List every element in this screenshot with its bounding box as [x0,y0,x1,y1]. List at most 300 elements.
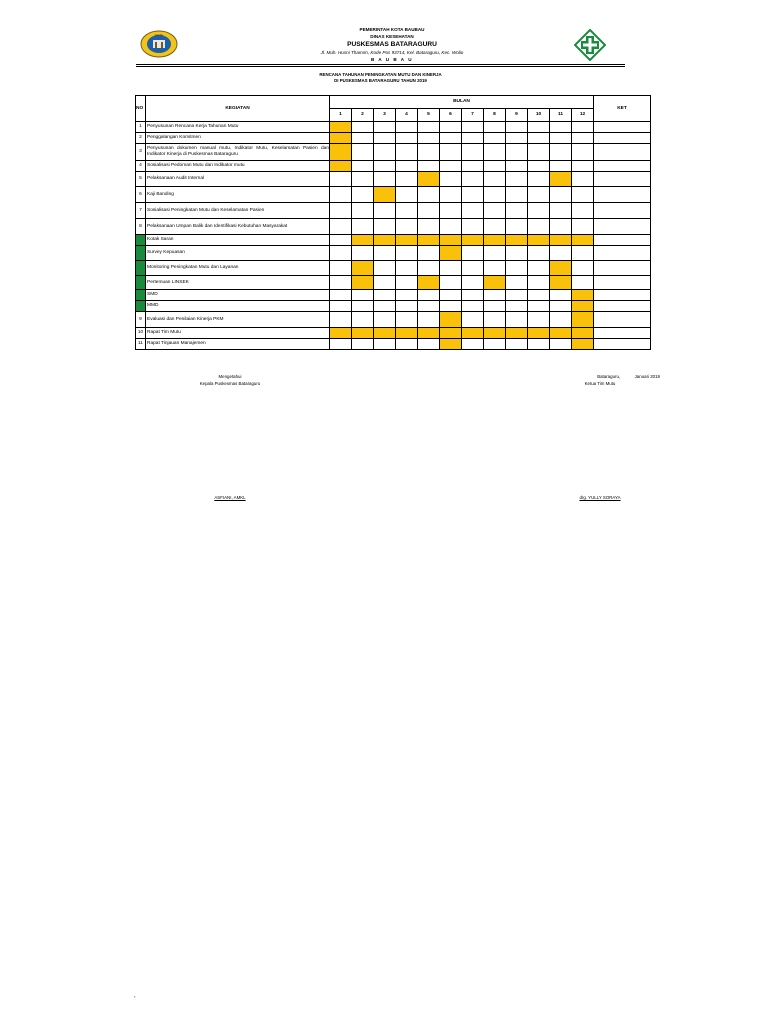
month-cell-2 [352,261,374,276]
month-cell-4 [396,172,418,187]
month-cell-2 [352,203,374,219]
month-cell-6 [440,339,462,350]
header-divider [136,64,625,65]
row-no: 4 [136,161,146,172]
month-cell-10 [528,144,550,161]
month-cell-10 [528,219,550,235]
row-ket [594,219,651,235]
month-cell-8 [484,312,506,328]
month-cell-2 [352,122,374,133]
month-header-11: 11 [550,109,572,122]
month-cell-1 [330,144,352,161]
row-no [136,235,146,246]
month-cell-6 [440,172,462,187]
table-row [136,187,651,203]
month-cell-12 [572,203,594,219]
month-cell-12 [572,328,594,339]
month-cell-11 [550,339,572,350]
header-kegiatan: KEGIATAN [146,96,330,122]
month-cell-3 [374,276,396,290]
header-city: B A U B A U [370,57,414,62]
month-cell-11 [550,290,572,301]
month-cell-10 [528,339,550,350]
month-cell-11 [550,312,572,328]
month-header-2: 2 [352,109,374,122]
month-cell-5 [418,187,440,203]
month-cell-9 [506,122,528,133]
row-kegiatan: Kaji Banding [146,187,330,203]
month-cell-4 [396,328,418,339]
month-cell-2 [352,235,374,246]
row-ket [594,328,651,339]
month-cell-9 [506,246,528,261]
month-cell-5 [418,276,440,290]
month-header-7: 7 [462,109,484,122]
header-line2: DINAS KESEHATAN [370,34,414,39]
month-cell-3 [374,312,396,328]
month-cell-11 [550,235,572,246]
month-cell-3 [374,261,396,276]
month-cell-5 [418,312,440,328]
month-cell-9 [506,203,528,219]
row-kegiatan: Pertemuan LINSEK [146,276,330,290]
row-kegiatan: Survey Kepuasan [146,246,330,261]
month-cell-5 [418,122,440,133]
month-header-10: 10 [528,109,550,122]
row-kegiatan: Sosialisasi Pedoman Mutu dan Indikator mutu [146,161,330,172]
row-no: 11 [136,339,146,350]
signature-right-title [565,380,635,387]
month-cell-1 [330,122,352,133]
month-cell-8 [484,301,506,312]
month-cell-6 [440,235,462,246]
month-cell-11 [550,219,572,235]
row-ket [594,203,651,219]
row-no [136,276,146,290]
month-cell-12 [572,261,594,276]
month-cell-2 [352,172,374,187]
month-cell-4 [396,187,418,203]
month-cell-1 [330,312,352,328]
title-line1: RENCANA TAHUNAN PENINGKATAN MUTU DAN KINERJA [319,72,442,77]
row-kegiatan: Evaluasi dan Penilaian Kinerja PKM [146,312,330,328]
header-line1: PEMERINTAH KOTA BAUBAU [359,27,425,32]
right-line2: Ketua Tim Mutu [584,381,616,386]
month-cell-10 [528,276,550,290]
month-cell-2 [352,246,374,261]
month-cell-1 [330,276,352,290]
month-cell-2 [352,133,374,144]
month-cell-5 [418,328,440,339]
row-ket [594,161,651,172]
month-cell-8 [484,328,506,339]
month-cell-7 [462,187,484,203]
row-no: 8 [136,219,146,235]
month-cell-2 [352,301,374,312]
month-cell-6 [440,328,462,339]
row-kegiatan: Penyusunan Rencana Kerja Tahunan Mutu [146,122,330,133]
month-cell-12 [572,161,594,172]
month-cell-8 [484,172,506,187]
month-cell-1 [330,133,352,144]
month-cell-10 [528,246,550,261]
month-cell-6 [440,161,462,172]
month-cell-10 [528,301,550,312]
left-line1: Mengetahui [218,374,242,379]
puskesmas-cross-icon [574,29,606,61]
month-cell-7 [462,219,484,235]
month-cell-8 [484,246,506,261]
signature-right [540,373,660,380]
month-cell-11 [550,246,572,261]
signature-left-name-block [190,494,270,501]
row-no: 3 [136,144,146,161]
month-cell-3 [374,187,396,203]
month-cell-1 [330,235,352,246]
table-row [136,339,651,350]
month-cell-12 [572,312,594,328]
month-cell-12 [572,276,594,290]
month-cell-11 [550,328,572,339]
month-cell-1 [330,219,352,235]
month-cell-9 [506,161,528,172]
row-no: 9 [136,312,146,328]
row-no: 2 [136,133,146,144]
table-row [136,290,651,301]
header-ket: KET [594,96,651,122]
header-divider-thin [136,66,625,67]
month-cell-8 [484,235,506,246]
month-cell-1 [330,203,352,219]
month-cell-8 [484,339,506,350]
month-cell-7 [462,328,484,339]
month-cell-8 [484,133,506,144]
table-row [136,161,651,172]
month-cell-7 [462,133,484,144]
row-kegiatan: Monitoring Peningkatan Mutu dan Layanan [146,261,330,276]
month-cell-4 [396,301,418,312]
document-title [136,72,625,84]
month-cell-6 [440,133,462,144]
month-cell-9 [506,312,528,328]
table-row [136,246,651,261]
month-cell-5 [418,235,440,246]
month-cell-5 [418,133,440,144]
month-cell-12 [572,144,594,161]
month-cell-3 [374,301,396,312]
month-cell-12 [572,122,594,133]
month-cell-6 [440,187,462,203]
month-cell-3 [374,339,396,350]
month-cell-3 [374,328,396,339]
month-cell-2 [352,276,374,290]
month-cell-3 [374,144,396,161]
month-cell-10 [528,133,550,144]
month-cell-4 [396,122,418,133]
row-no: 5 [136,172,146,187]
month-cell-6 [440,312,462,328]
month-cell-2 [352,161,374,172]
month-cell-7 [462,203,484,219]
month-cell-7 [462,246,484,261]
month-cell-10 [528,122,550,133]
month-header-8: 8 [484,109,506,122]
month-cell-7 [462,301,484,312]
month-cell-4 [396,339,418,350]
row-ket [594,301,651,312]
logo-left-text: KOTA [155,33,163,37]
month-cell-7 [462,172,484,187]
row-kegiatan: Penyusunan dokumen manual mutu, Indikator Mutu, Keselamatan Pasien dan Indikator Kinerja di Puskesmas Bataraguru [146,144,330,161]
month-cell-4 [396,261,418,276]
month-cell-7 [462,144,484,161]
month-cell-6 [440,276,462,290]
month-cell-7 [462,276,484,290]
month-header-5: 5 [418,109,440,122]
row-ket [594,312,651,328]
month-cell-7 [462,312,484,328]
month-cell-9 [506,328,528,339]
month-cell-11 [550,172,572,187]
month-cell-8 [484,161,506,172]
month-cell-8 [484,187,506,203]
month-cell-2 [352,339,374,350]
left-line2: Kepala Puskesmas Bataraguru [199,381,261,386]
table-row [136,235,651,246]
row-kegiatan: SMD [146,290,330,301]
row-kegiatan: Pelaksanaan Audit Internal [146,172,330,187]
table-row [136,133,651,144]
month-cell-11 [550,122,572,133]
month-cell-9 [506,172,528,187]
month-cell-5 [418,261,440,276]
month-cell-3 [374,219,396,235]
month-cell-4 [396,276,418,290]
month-cell-11 [550,261,572,276]
month-cell-2 [352,328,374,339]
table-row [136,312,651,328]
month-cell-8 [484,219,506,235]
table-row [136,172,651,187]
month-cell-12 [572,187,594,203]
right-place-date [540,373,660,380]
row-kegiatan: Pelaksanaan Umpan Balik dan Identifikasi Kebutuhan Masyarakat [146,219,330,235]
month-cell-4 [396,246,418,261]
month-cell-9 [506,235,528,246]
month-cell-10 [528,161,550,172]
month-cell-10 [528,328,550,339]
month-cell-11 [550,276,572,290]
month-cell-4 [396,235,418,246]
month-cell-10 [528,312,550,328]
month-cell-12 [572,172,594,187]
signature-left [180,373,280,387]
row-ket [594,246,651,261]
month-cell-6 [440,203,462,219]
table-row [136,261,651,276]
row-no [136,246,146,261]
left-signatory-name: ASFIANI, AMKL [214,495,246,500]
month-header-4: 4 [396,109,418,122]
month-cell-4 [396,161,418,172]
table-row [136,203,651,219]
month-cell-10 [528,235,550,246]
month-cell-3 [374,122,396,133]
month-cell-1 [330,187,352,203]
month-cell-8 [484,276,506,290]
month-cell-5 [418,219,440,235]
month-cell-9 [506,301,528,312]
month-cell-3 [374,235,396,246]
title-line2: DI PUSKESMAS BATARAGURU TAHUN 2019 [334,78,427,83]
table-row [136,219,651,235]
month-cell-3 [374,133,396,144]
month-cell-11 [550,203,572,219]
month-cell-1 [330,328,352,339]
month-cell-11 [550,133,572,144]
month-cell-9 [506,290,528,301]
month-cell-10 [528,203,550,219]
month-cell-4 [396,144,418,161]
row-ket [594,235,651,246]
month-cell-7 [462,290,484,301]
month-cell-11 [550,187,572,203]
month-cell-3 [374,203,396,219]
month-cell-6 [440,301,462,312]
signature-right-name-block [565,494,635,501]
row-ket [594,122,651,133]
month-cell-10 [528,187,550,203]
month-cell-5 [418,301,440,312]
month-cell-9 [506,219,528,235]
month-cell-6 [440,122,462,133]
month-cell-6 [440,261,462,276]
month-cell-1 [330,290,352,301]
month-cell-3 [374,246,396,261]
footer-mark: , [134,993,136,999]
table-row [136,276,651,290]
month-cell-7 [462,339,484,350]
month-cell-3 [374,290,396,301]
month-cell-12 [572,301,594,312]
month-cell-9 [506,276,528,290]
month-cell-7 [462,235,484,246]
month-cell-12 [572,219,594,235]
row-kegiatan: Rapat Tim Mutu [146,328,330,339]
month-cell-3 [374,161,396,172]
row-kegiatan: Penggalangan Komitmen [146,133,330,144]
month-cell-4 [396,203,418,219]
row-no: 10 [136,328,146,339]
month-cell-7 [462,261,484,276]
row-kegiatan: Kotak Saran [146,235,330,246]
row-ket [594,133,651,144]
month-cell-11 [550,301,572,312]
month-cell-6 [440,246,462,261]
month-cell-2 [352,312,374,328]
row-ket [594,261,651,276]
month-cell-2 [352,187,374,203]
month-cell-12 [572,235,594,246]
month-cell-4 [396,312,418,328]
month-cell-5 [418,339,440,350]
month-cell-10 [528,172,550,187]
month-header-3: 3 [374,109,396,122]
row-ket [594,290,651,301]
month-cell-1 [330,301,352,312]
month-cell-9 [506,261,528,276]
row-no [136,301,146,312]
table-row [136,301,651,312]
month-cell-12 [572,290,594,301]
row-no: 7 [136,203,146,219]
month-cell-6 [440,290,462,301]
plan-table [135,95,651,350]
month-cell-8 [484,203,506,219]
header-line3: PUSKESMAS BATARAGURU [347,41,437,48]
month-cell-7 [462,122,484,133]
table-row [136,144,651,161]
row-no: 1 [136,122,146,133]
month-cell-1 [330,172,352,187]
month-cell-8 [484,144,506,161]
month-cell-6 [440,144,462,161]
right-place: Bataraguru, [597,374,621,379]
row-kegiatan: MMD [146,301,330,312]
month-cell-10 [528,290,550,301]
table-row [136,328,651,339]
month-cell-1 [330,339,352,350]
month-cell-2 [352,290,374,301]
month-cell-11 [550,161,572,172]
row-ket [594,339,651,350]
row-ket [594,276,651,290]
row-kegiatan: Sosialisasi Peningkatan Mutu dan Keselamatan Pasien [146,203,330,219]
month-cell-9 [506,133,528,144]
month-cell-12 [572,133,594,144]
row-no [136,261,146,276]
month-cell-5 [418,161,440,172]
month-cell-12 [572,246,594,261]
table-row [136,122,651,133]
month-cell-4 [396,290,418,301]
month-cell-2 [352,144,374,161]
month-cell-5 [418,290,440,301]
row-ket [594,172,651,187]
month-cell-5 [418,144,440,161]
row-ket [594,144,651,161]
month-cell-9 [506,339,528,350]
month-cell-5 [418,172,440,187]
month-header-1: 1 [330,109,352,122]
right-signatory-name: drg. YULLY SORAYA [579,495,621,500]
month-cell-12 [572,339,594,350]
month-cell-8 [484,261,506,276]
month-cell-11 [550,144,572,161]
row-kegiatan: Rapat Tinjauan Manajemen [146,339,330,350]
month-cell-5 [418,203,440,219]
month-cell-10 [528,261,550,276]
month-cell-2 [352,219,374,235]
header-address: Jl. Muh. Husni Thamrin, Kode Pos 93714, Kel. Bataraguru, Kec. Wolio [320,50,464,55]
right-date: Januari 2019 [634,374,660,379]
month-cell-9 [506,144,528,161]
month-cell-1 [330,161,352,172]
header-no: NO [136,96,146,122]
month-header-12: 12 [572,109,594,122]
month-header-6: 6 [440,109,462,122]
month-cell-4 [396,219,418,235]
